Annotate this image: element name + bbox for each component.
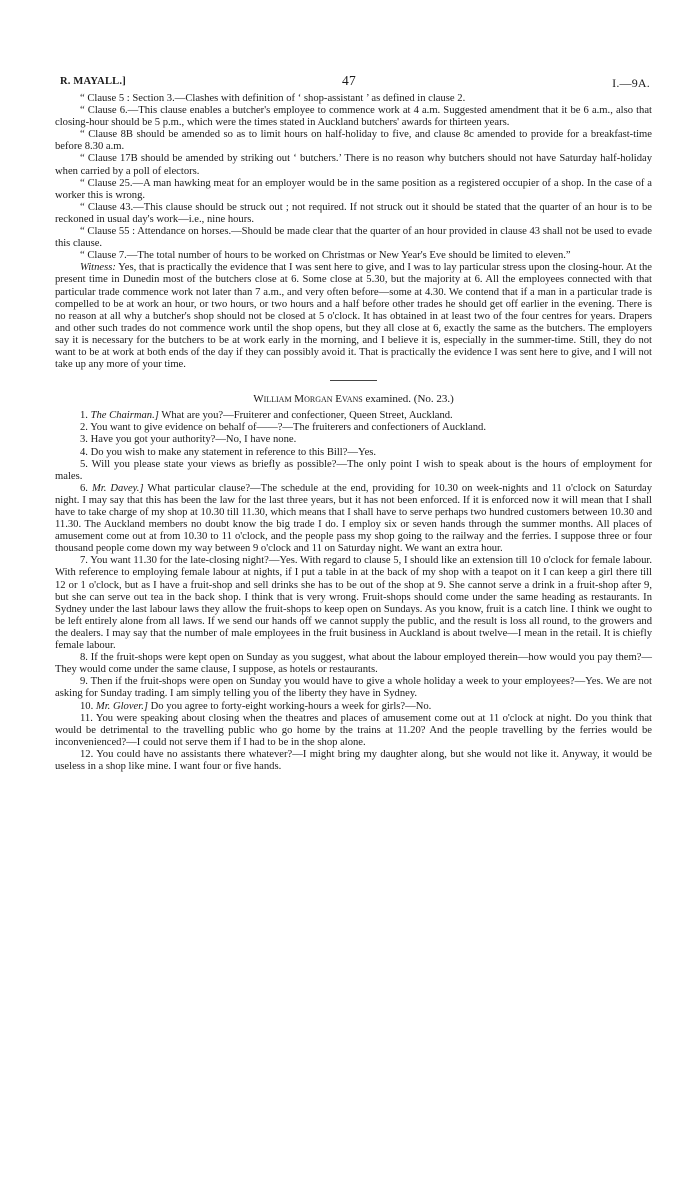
question-number: 3. xyxy=(80,434,91,446)
qa-item xyxy=(55,713,652,749)
witness-name: William Morgan Evans xyxy=(253,393,363,406)
question-answer-text: Do you agree to forty-eight working-hours a week for girls?—No. xyxy=(147,700,432,712)
question-answer-text: Then if the fruit-shops were open on Sunday you would have to give a whole holiday a week to your employees?—Yes. We are not asking for Sunday trading. I am simply telling you of the liberty they have in Sydney. xyxy=(55,676,652,700)
question-number: 11. xyxy=(80,712,96,724)
witness-paragraph xyxy=(55,262,652,371)
qa-item xyxy=(55,555,652,652)
question-number: 8. xyxy=(80,652,91,664)
page-number: 47 xyxy=(342,73,356,88)
qa-item xyxy=(55,422,652,434)
speaker-label: The Chairman.] xyxy=(90,410,159,422)
question-answer-text: You were speaking about closing when the theatres and places of amusement come out at 11 o'clock at night. Do you think that would be detrimental to the travelling public who go home by the trains at 11.20? And the people travelling by the ferries would be inconvenienced?—I could not serve them if I had to be in the shop alone. xyxy=(55,712,652,748)
question-number: 6. xyxy=(80,482,92,494)
question-answer-text: Do you wish to make any statement in reference to this Bill?—Yes. xyxy=(90,446,377,458)
speaker-label: Mr. Glover.] xyxy=(95,700,148,712)
examination-heading xyxy=(55,393,652,405)
question-answer-text: You could have no assistants there whatever?—I might bring my daughter along, but she would not like it. Anyway, it would be useless in a shop like mine. I want four or five hands. xyxy=(55,748,652,772)
qa-item xyxy=(55,447,652,459)
clause-paragraph: “ Clause 6.—This clause enables a butcher's employee to commence work at 4 a.m. Suggested amendment that it be 6 a.m., also that closing-hour should be 5 p.m., which were the times stated in Auckland butchers' awards for thirteen years. xyxy=(55,105,652,129)
question-answer-text: Will you please state your views as briefly as possible?—The only point I wish to speak about is the hours of employment for males. xyxy=(55,458,653,482)
running-header-left: R. MAYALL.] xyxy=(60,76,126,87)
qa-item xyxy=(55,410,652,422)
question-answer-text: If the fruit-shops were kept open on Sunday as you suggest, what about the labour employed therein—how would you pay them?—They would come under the same clause, I suppose, as hotels or restaurants. xyxy=(55,652,652,676)
qa-item xyxy=(55,652,652,676)
qa-item xyxy=(55,483,652,556)
qa-item xyxy=(55,749,652,773)
qa-item xyxy=(55,676,652,700)
qa-item xyxy=(55,701,652,713)
question-answer-text: Have you got your authority?—No, I have none. xyxy=(90,434,297,446)
witness-label: Witness: xyxy=(80,262,116,274)
clause-paragraph: “ Clause 8B should be amended so as to limit hours on half-holiday to five, and clause 8c amended to provide for a breakfast-time before 8.30 a.m. xyxy=(55,129,652,153)
question-answer-text: What are you?—Fruiterer and confectioner, Queen Street, Auckland. xyxy=(158,410,453,422)
question-number: 4. xyxy=(80,446,91,458)
clause-paragraph: “ Clause 17B should be amended by striking out ‘ butchers.’ There is no reason why butchers should not have Saturday half-holiday when carried by a poll of electors. xyxy=(55,153,652,177)
clause-paragraph: “ Clause 5 : Section 3.—Clashes with definition of ‘ shop-assistant ’ as defined in clause 2. xyxy=(80,93,466,104)
qa-item xyxy=(55,434,652,446)
question-answer-text: What particular clause?—The schedule at the end, providing for 10.30 on week-nights and 11 o'clock on Saturday night. I may say that this has been the law for the last three years, but it has not been enforced. If it is enforced now it will mean that I shall have to take charge of my shop at 10.30 till 11.30, which means that I shall have to serve perhaps two hundred customers between 10.30 and 11.30. The Auckland members no doubt know the big trade I do. I employ six or seven hands through the summer months. All places of amusement come out at from 10.30 to 11 o'clock, and the people pass my shop going to the railway and the ferries. I suppose three or four thousand people come down my way between 9 o'clock and 11 on Saturday night. We want an extra hour. xyxy=(55,482,653,555)
clause-paragraph: “ Clause 43.—This clause should be struck out ; not required. If not struck out it should be stated that the quarter of an hour is to be reckoned in usual day's work—i.e., nine hours. xyxy=(55,201,652,225)
question-answer-list xyxy=(55,410,652,773)
question-number: 2. xyxy=(80,422,91,434)
question-number: 1. xyxy=(80,410,91,422)
question-answer-text: You want 11.30 for the late-closing night?—Yes. With regard to clause 5, I should like an extension till 10 o'clock for female labour. With reference to employing female labour at nights, if I put a table in at the back of my shop with a teapot on it I can keep a girl there till 12 or 1 o'clock, but as I have a fruit-shop and sell drinks she has to be out of the shop at 9. She cannot serve a drink in a fruit-shop after 9, but she can serve out tea in the back shop. I think that is very wrong. Fruit-shops should come under the same heading as restaurants. In Sydney under the last labour laws they allow the fruit-shops to keep open on Sundays. As you know, fruit is a catch line. I think we ought to be left entirely alone from all laws. If we send our hands off we cannot supply the public, and the result is loss all round, to the growers and the dealers. I may say that the number of male employees in the fruit business in Auckland is about twelve—I mean in the retail. It is chiefly female labour. xyxy=(55,555,652,652)
section-divider xyxy=(330,380,377,381)
question-number: 12. xyxy=(80,748,97,760)
qa-item xyxy=(55,459,652,483)
examination-suffix: examined. (No. 23.) xyxy=(362,393,454,406)
witness-text: Yes, that is practically the evidence that I was sent here to give, and I was to lay particular stress upon the closing-hour. At the present time in Dunedin most of the butchers close at 6. Some close at 5.30, but the majority at 6. All the employees connected with that particular trade commence work not later than 7 a.m., and very often before—some at 4.30. We contend that if a man in a particular trade is compelled to be at work an hour, or two hours, or two hours and a half before other trades he should get off earlier in the evening. There is no reason at all why a butcher's shop should not be closed at 5 o'clock. It has obtained in at least two of the four centres for years. Drapers and other such trades do not commence work until the shop opens, but they all close at 6, exactly the same as the butchers. The employers say it is necessary for the butchers to be at work early in the morning, and I believe it is, especially in the summer-time. Still, they do not want to be at work at both ends of the day if they can possibly avoid it. That is practically the evidence I was sent here to give, and I will not take up any more of your time. xyxy=(55,262,652,371)
document-body xyxy=(55,93,652,773)
clause-paragraph: “ Clause 55 : Attendance on horses.—Should be made clear that the quarter of an hour provided in clause 43 shall not be used to evade this clause. xyxy=(55,226,652,250)
speaker-label: Mr. Davey.] xyxy=(91,482,144,494)
clause-paragraph: “ Clause 7.—The total number of hours to be worked on Christmas or New Year's Eve should be limited to eleven.” xyxy=(80,250,571,262)
question-number: 7. xyxy=(80,555,91,567)
clause-list xyxy=(55,93,652,262)
question-answer-text: You want to give evidence on behalf of——?—The fruiterers and confectioners of Auckland. xyxy=(90,422,486,434)
question-number: 5. xyxy=(80,458,92,470)
question-number: 9. xyxy=(80,676,91,688)
running-header-right: I.—9A. xyxy=(612,76,650,90)
question-number: 10. xyxy=(80,700,96,712)
clause-paragraph: “ Clause 25.—A man hawking meat for an employer would be in the same position as a registered occupier of a shop. In the case of a worker this is wrong. xyxy=(55,177,652,201)
